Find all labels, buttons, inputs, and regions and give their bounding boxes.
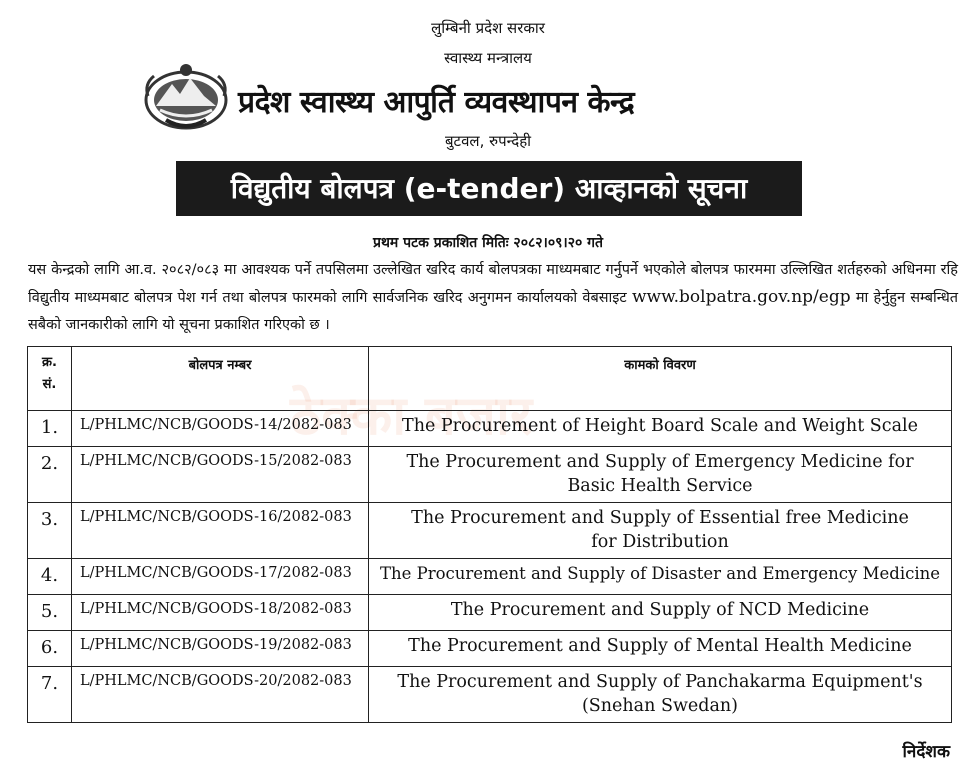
publication-date: प्रथम पटक प्रकाशित मितिः २०८२।०९।२० गते xyxy=(372,235,604,251)
row-description-line1: The Procurement and Supply of Mental Health Medicine xyxy=(408,636,912,656)
notice-text-end: मा हेर्नुहुन सम्बन्धित सबैको जानकारीको लागि यो सूचना प्रकाशित गरिएको छ । xyxy=(28,290,959,333)
row-sn: 5. xyxy=(28,595,72,631)
row-description xyxy=(369,595,952,631)
table-row xyxy=(28,667,952,723)
row-description-line2: for Distribution xyxy=(591,532,729,552)
center-name: प्रदेश स्वास्थ्य आपुर्ति व्यवस्थापन केन्द्र xyxy=(238,85,635,120)
row-bid-no: L/PHLMC/NCB/GOODS-14/2082-083 xyxy=(72,411,369,447)
table-row xyxy=(28,595,952,631)
row-sn: 2. xyxy=(28,447,72,503)
watermark: ठेक्का बजार xyxy=(290,384,533,447)
row-description-line1: The Procurement and Supply of Panchakarma Equipment's xyxy=(397,672,923,692)
tender-table xyxy=(27,346,952,723)
row-description xyxy=(369,447,952,503)
header-description: कामको विवरण xyxy=(369,347,952,411)
row-description xyxy=(369,667,952,723)
notice-text-start: यस केन्द्रको लागि आ.व. २०८२/०८३ मा आवश्यक पर्ने तपसिलमा उल्लेखित खरिद कार्य बोलपत्रका माध्यमबाट गर्नुपर्ने भएकोले बोलपत्र फारममा उल्लिखित शर्तहरुको अधिनमा रहि विद्युतीय माध्यमबाट बोलपत्र पेश गर्न तथा बोलपत्र फारमको लागि सार्वजनिक खरिद अनुगमन कार्यालयको वेबसाइट xyxy=(28,262,958,306)
row-description xyxy=(369,503,952,559)
table-row xyxy=(28,447,952,503)
address: बुटवल, रुपन्देही xyxy=(444,132,532,150)
bolpatra-url[interactable]: www.bolpatra.gov.np/egp xyxy=(631,287,851,307)
row-description-line2: (Snehan Swedan) xyxy=(581,696,739,716)
header-bid-no: बोलपत्र नम्बर xyxy=(72,347,369,411)
header-sn xyxy=(28,347,72,411)
row-sn: 6. xyxy=(28,631,72,667)
table-row xyxy=(28,559,952,595)
row-description-line1: The Procurement of Height Board Scale and Weight Scale xyxy=(402,416,918,436)
table-header-row xyxy=(28,347,952,411)
row-bid-no: L/PHLMC/NCB/GOODS-20/2082-083 xyxy=(72,667,369,723)
tender-banner: विद्युतीय बोलपत्र (e-tender) आव्हानको सूचना xyxy=(176,161,802,216)
row-sn: 4. xyxy=(28,559,72,595)
row-description-line1: The Procurement and Supply of Emergency Medicine for xyxy=(406,452,914,472)
table-row xyxy=(28,631,952,667)
nepal-emblem-icon xyxy=(140,60,232,132)
row-bid-no: L/PHLMC/NCB/GOODS-19/2082-083 xyxy=(72,631,369,667)
signature-title: निर्देशक xyxy=(902,742,950,762)
table-row xyxy=(28,503,952,559)
row-description-line1: The Procurement and Supply of NCD Medicine xyxy=(450,600,870,620)
row-sn: 3. xyxy=(28,503,72,559)
row-description xyxy=(369,631,952,667)
row-sn: 1. xyxy=(28,411,72,447)
row-description-line1: The Procurement and Supply of Essential free Medicine xyxy=(411,508,909,528)
row-description-line2: Basic Health Service xyxy=(567,476,753,496)
government-name: लुम्बिनी प्रदेश सरकार xyxy=(431,19,545,37)
notice-paragraph xyxy=(28,257,958,339)
row-bid-no: L/PHLMC/NCB/GOODS-17/2082-083 xyxy=(72,559,369,595)
row-bid-no: L/PHLMC/NCB/GOODS-15/2082-083 xyxy=(72,447,369,503)
row-description xyxy=(369,559,952,595)
ministry-name: स्वास्थ्य मन्त्रालय xyxy=(444,49,532,67)
header-sn-line1: क्र. xyxy=(42,355,57,370)
header-sn-line2: सं. xyxy=(42,377,57,392)
row-description-line1: The Procurement and Supply of Disaster and Emergency Medicine xyxy=(379,564,941,583)
row-sn: 7. xyxy=(28,667,72,723)
row-description xyxy=(369,411,952,447)
table-row xyxy=(28,411,952,447)
row-bid-no: L/PHLMC/NCB/GOODS-18/2082-083 xyxy=(72,595,369,631)
row-bid-no: L/PHLMC/NCB/GOODS-16/2082-083 xyxy=(72,503,369,559)
